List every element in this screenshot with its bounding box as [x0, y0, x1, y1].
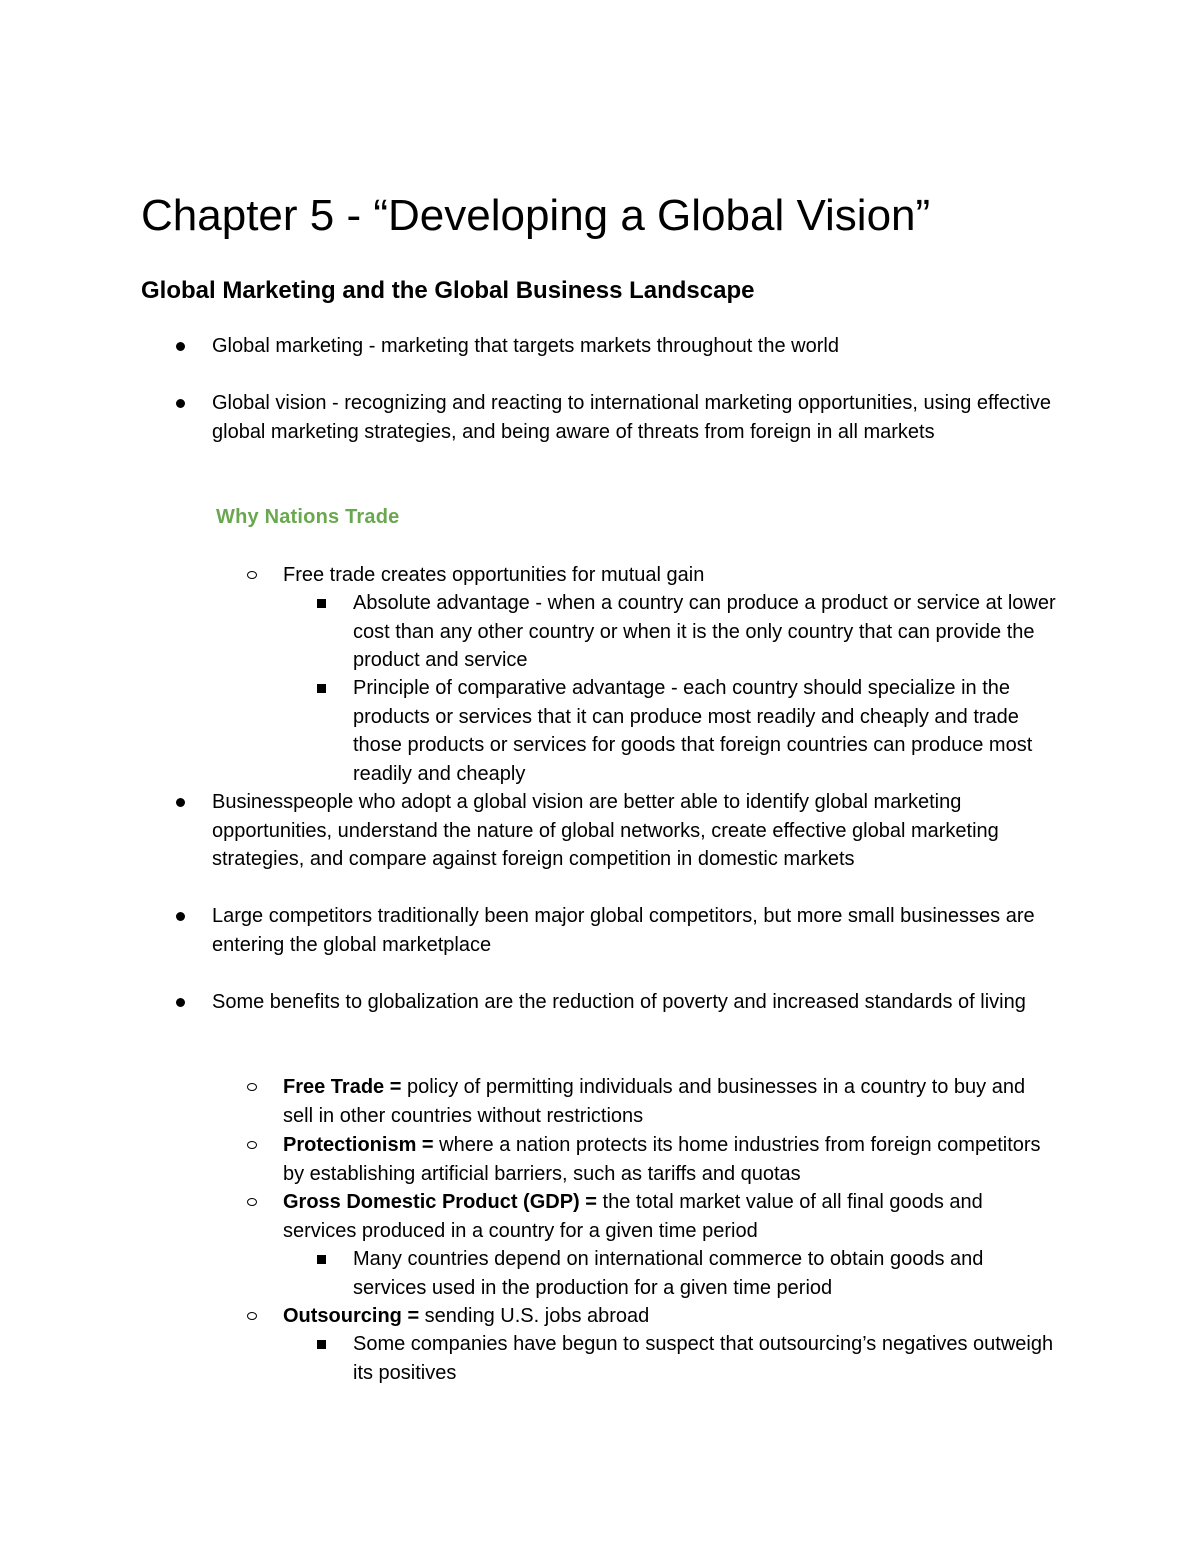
list-item	[353, 589, 1060, 675]
circle-bullet-icon	[247, 1073, 257, 1102]
disc-bullet-icon	[176, 389, 185, 418]
list-item	[212, 389, 1060, 446]
disc-bullet-icon	[176, 988, 185, 1017]
list-item	[353, 1245, 1060, 1302]
list-item-text: Some companies have begun to suspect that outsourcing’s negatives outweigh its positives	[353, 1333, 1054, 1384]
term-label: Outsourcing =	[283, 1305, 420, 1327]
list-item	[353, 1330, 1060, 1387]
circle-bullet-icon	[247, 561, 257, 590]
square-bullet-icon	[317, 674, 326, 703]
term-definition: sending U.S. jobs abroad	[419, 1305, 650, 1327]
square-bullet-icon	[317, 1245, 326, 1274]
disc-bullet-icon	[176, 788, 185, 817]
term-label: Free Trade =	[283, 1076, 402, 1098]
list-item-text: Absolute advantage - when a country can produce a product or service at lower cost than any other country or when it is the only country that can provide the product and service	[353, 592, 1056, 671]
list-item-text: Businesspeople who adopt a global vision are better able to identify global marketing opportunities, understand the nature of global networks, create effective global marketing strategies, and compare against foreign competition in domestic markets	[212, 791, 999, 870]
list-item	[283, 1073, 1060, 1130]
circle-bullet-icon	[247, 1302, 257, 1331]
circle-bullet-icon	[247, 1188, 257, 1217]
list-item	[212, 902, 1060, 959]
square-bullet-icon	[317, 1330, 326, 1359]
list-item-text: Large competitors traditionally been major global competitors, but more small businesses are entering the global marketplace	[212, 905, 1035, 956]
list-item-text: Many countries depend on international commerce to obtain goods and services used in the production for a given time period	[353, 1248, 984, 1299]
list-item	[283, 1302, 1060, 1331]
term-label: Protectionism =	[283, 1134, 434, 1156]
list-item-text: Principle of comparative advantage - each country should specialize in the products or services that it can produce most readily and cheaply and trade those products or services for goods that foreign countries can produce most readily and cheaply	[353, 677, 1033, 785]
term-definition: the total market value of all final goods and services produced in a country for a given time period	[283, 1191, 983, 1242]
term-definition: where a nation protects its home industries from foreign competitors by establishing artificial barriers, such as tariffs and quotas	[283, 1134, 1041, 1185]
term-definition: policy of permitting individuals and businesses in a country to buy and sell in other countries without restrictions	[283, 1076, 1026, 1127]
disc-bullet-icon	[176, 902, 185, 931]
list-item	[283, 1188, 1060, 1245]
page-title: Chapter 5 - “Developing a Global Vision”	[141, 191, 931, 240]
list-item-text: Global marketing - marketing that targets markets throughout the world	[212, 335, 839, 357]
disc-bullet-icon	[176, 332, 185, 361]
list-item-text: Free trade creates opportunities for mutual gain	[283, 564, 705, 586]
square-bullet-icon	[317, 589, 326, 618]
list-item	[283, 561, 1060, 590]
term-label: Gross Domestic Product (GDP) =	[283, 1191, 597, 1213]
list-item	[353, 674, 1060, 788]
subsection-heading: Why Nations Trade	[216, 506, 400, 528]
circle-bullet-icon	[247, 1131, 257, 1160]
list-item	[212, 988, 1060, 1017]
section-heading: Global Marketing and the Global Business Landscape	[141, 277, 755, 304]
list-item	[212, 788, 1060, 874]
list-item-text: Global vision - recognizing and reacting to international marketing opportunities, using effective global marketing strategies, and being aware of threats from foreign in all markets	[212, 392, 1052, 443]
list-item	[283, 1131, 1060, 1188]
list-item-text: Some benefits to globalization are the reduction of poverty and increased standards of living	[212, 991, 1026, 1013]
list-item	[212, 332, 1060, 361]
